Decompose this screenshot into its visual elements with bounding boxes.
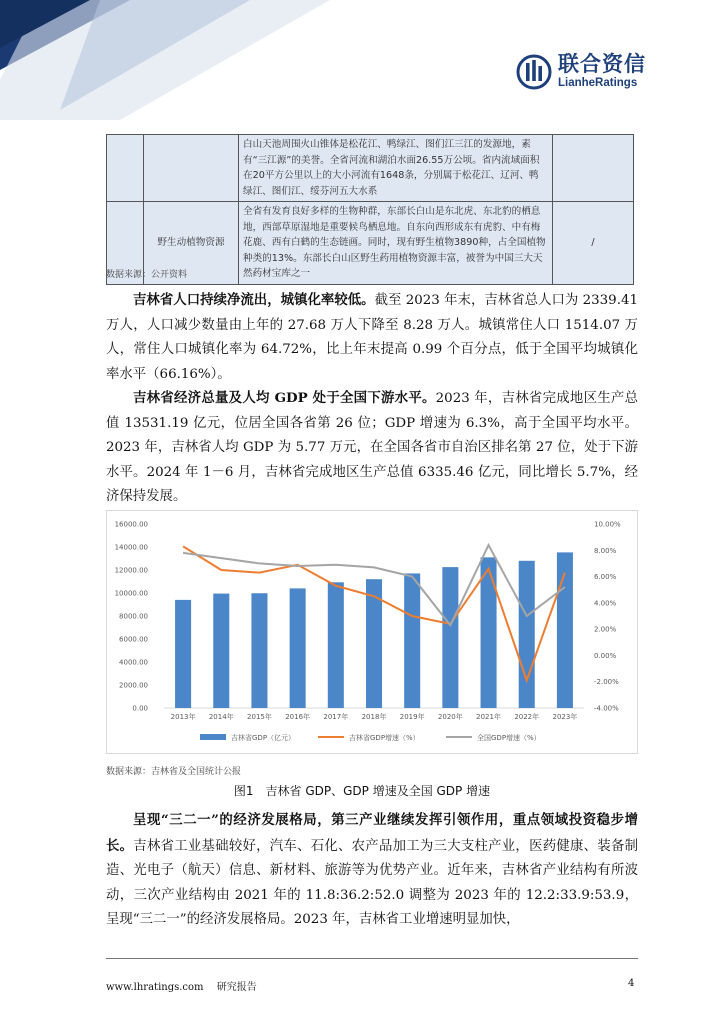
y-left-tick-label: 4000.00 — [119, 658, 148, 667]
figure-caption: 图1 吉林省 GDP、GDP 增速及全国 GDP 增速 — [233, 784, 491, 798]
x-tick-label: 2020年 — [437, 713, 463, 721]
paragraph-economy — [106, 386, 638, 510]
x-tick-label: 2018年 — [361, 713, 387, 721]
table-cell — [144, 135, 239, 202]
y-left-tick-label: 6000.00 — [119, 635, 148, 644]
paragraph-body: 2023 年，吉林省完成地区生产总值 13531.19 亿元，位居全国各省第 26 位；GDP 增速为 6.3%，高于全国平均水平。2023 年，吉林省人均 GDP 为 5.77 万元，在全国各省市自治区排名第 27 位，处于下游水平。2024 年 1－6 月，吉林省完成地区生产总值 6335.46 亿元，同比增长 5.7%，经济保持发展。 — [106, 391, 638, 505]
y-right-tick-label: -4.00% — [594, 704, 619, 713]
x-tick-label: 2021年 — [476, 713, 501, 721]
paragraph-body: 截至 2023 年末，吉林省总人口为 2339.41 万人，人口减少数量由上年的 27.68 万人下降至 8.28 万人。城镇常住人口 1514.07 万人，常住人口城镇化率为 64.72%，比上年末提高 0.99 个百分点，低于全国平均城镇化率水平（66.16%）。 — [106, 293, 638, 382]
bar-gdp — [404, 573, 420, 708]
y-right-tick-label: 6.00% — [594, 573, 617, 582]
y-left-tick-label: 12000.00 — [114, 566, 148, 575]
y-left-tick-label: 0.00 — [132, 704, 148, 713]
y-right-tick-label: 2.00% — [594, 625, 617, 634]
paragraph-population — [106, 288, 638, 387]
x-tick-label: 2019年 — [399, 713, 425, 721]
legend-swatch — [200, 734, 226, 740]
lianhe-logo-icon — [516, 54, 552, 90]
legend-label: 吉林省GDP增速（%） — [349, 734, 420, 742]
x-tick-label: 2015年 — [247, 713, 272, 721]
chart-source-note: 数据来源：吉林省及全国统计公报 — [106, 767, 242, 777]
y-left-tick-label: 8000.00 — [119, 612, 148, 621]
table-cell: 全省有发育良好多样的生物种群，东部长白山是东北虎、东北豹的栖息地，西部草原湿地是重要候鸟栖息地。自东向西形成东有虎豹、中有梅花鹿、西有白鹤的生态链画。同时，现有野生植物3890种，占全国植物种类的13%。东部长白山区野生药用植物资源丰富，被誉为中国三大天然药材宝库之一 — [239, 202, 553, 285]
table-row — [107, 135, 634, 202]
footer-site: www.lhratings.com 研究报告 — [106, 982, 257, 993]
y-right-tick-label: 8.00% — [594, 546, 617, 555]
y-left-tick-label: 14000.00 — [114, 543, 148, 552]
paragraph-lead: 呈现“三二一”的经济发展格局，第三产业继续发挥引领作用，重点领域投资稳步增长。 — [106, 812, 638, 854]
y-right-tick-label: 0.00% — [594, 651, 617, 660]
x-tick-label: 2023年 — [552, 713, 578, 721]
bar-gdp — [290, 588, 306, 708]
bar-gdp — [328, 582, 344, 708]
paragraph-lead: 吉林省人口持续净流出，城镇化率较低。 — [133, 292, 375, 308]
company-logo — [516, 54, 646, 90]
resource-table — [106, 134, 634, 285]
paragraph-lead: 吉林省经济总量及人均 GDP 处于全国下游水平。 — [133, 390, 436, 406]
table-cell: 白山天池周围火山锥体是松花江、鸭绿江、图们江三江的发源地，素有“三江源”的美誉。全省河流和湖泊水面26.55万公顷。省内流域面积在20平方公里以上的大小河流有1648条，分别属于松花江、辽河、鸭绿江、图们江、绥芬河五大水系 — [239, 135, 553, 202]
y-left-tick-label: 2000.00 — [119, 681, 148, 690]
table-cell — [553, 135, 634, 202]
bar-gdp — [251, 593, 267, 708]
y-right-tick-label: -2.00% — [594, 678, 619, 687]
bar-gdp — [213, 594, 229, 708]
legend-label: 全国GDP增速（%） — [477, 734, 541, 742]
gdp-chart — [106, 510, 638, 754]
x-tick-label: 2022年 — [514, 713, 540, 721]
y-left-tick-label: 16000.00 — [114, 520, 148, 529]
bar-gdp — [481, 557, 497, 708]
y-right-tick-label: 4.00% — [594, 599, 617, 608]
x-tick-label: 2014年 — [208, 713, 234, 721]
logo-english-name: LianheRatings — [558, 77, 638, 90]
y-left-tick-label: 10000.00 — [114, 589, 148, 598]
logo-chinese-name: 联合资信 — [558, 52, 646, 77]
bar-gdp — [557, 552, 573, 708]
paragraph-body: 吉林省工业基础较好，汽车、石化、农产品加工为三大支柱产业，医药健康、装备制造、光电子（航天）信息、新材料、旅游等为优势产业。近年来，吉林省产业结构有所波动，三次产业结构由 2021 年的 11.8:36.2:52.0 调整为 2023 年的 12.2:33.9:53.9，呈现“三二一”的经济发展格局。2023 年，吉林省工业增速明显加快， — [106, 838, 638, 928]
table-cell — [107, 135, 144, 202]
x-tick-label: 2013年 — [170, 713, 196, 721]
header-corner-decoration — [0, 0, 330, 120]
legend-label: 吉林省GDP（亿元） — [231, 734, 296, 742]
bar-gdp — [519, 561, 535, 708]
table-cell: 野生动植物资源 — [144, 202, 239, 285]
bar-gdp — [175, 600, 191, 708]
bar-gdp — [442, 567, 458, 708]
table-source-note: 数据来源：公开资料 — [106, 270, 188, 280]
paragraph-industry — [106, 808, 638, 933]
footer-divider — [106, 958, 638, 959]
table-cell: / — [553, 202, 634, 285]
page-number: 4 — [628, 978, 635, 989]
x-tick-label: 2016年 — [285, 713, 311, 721]
y-right-tick-label: 10.00% — [594, 520, 621, 529]
x-tick-label: 2017年 — [323, 713, 349, 721]
